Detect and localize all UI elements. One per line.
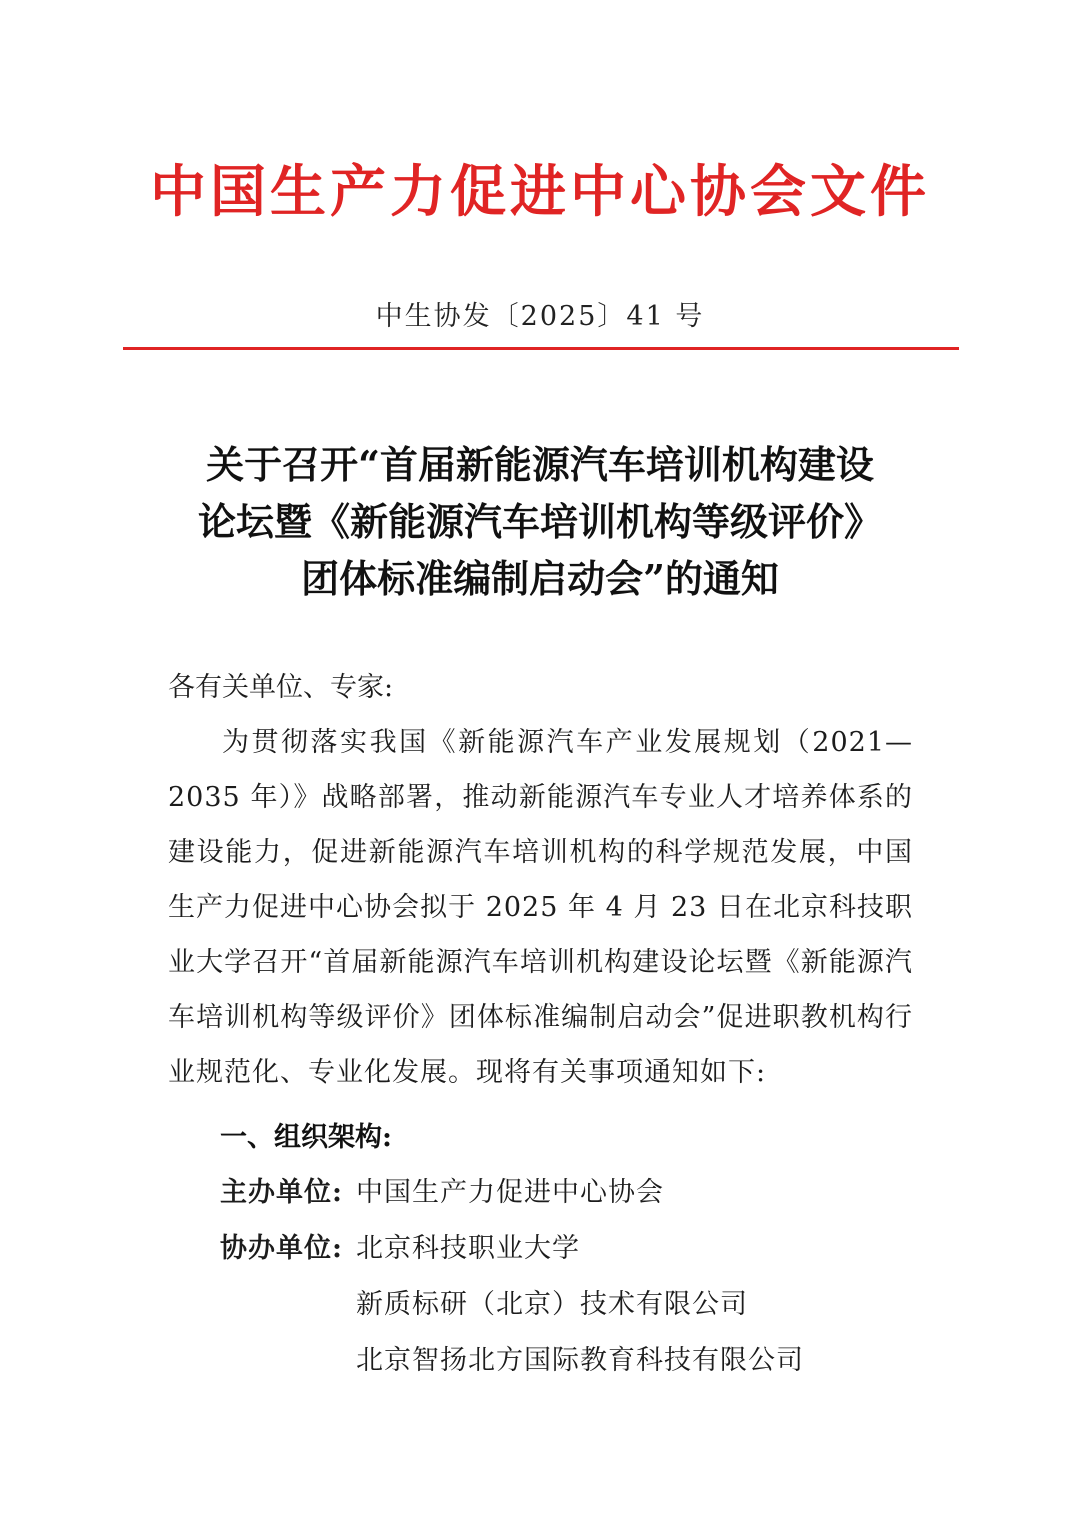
letterhead-title: 中国生产力促进中心协会文件	[150, 159, 930, 225]
host-label: 主办单位:	[220, 1177, 343, 1208]
notice-title-line-1: 关于召开“首届新能源汽车培训机构建设	[206, 442, 874, 487]
section-heading-organization: 一、组织架构:	[220, 1122, 392, 1153]
host-organizer-row	[220, 1168, 664, 1218]
notice-title-line-2: 论坛暨《新能源汽车培训机构等级评价》	[197, 499, 882, 544]
co-organizer-label: 协办单位:	[220, 1233, 343, 1264]
co-organizer-3: 北京智扬北方国际教育科技有限公司	[356, 1345, 804, 1376]
co-organizer-row	[220, 1280, 748, 1330]
co-organizer-row	[220, 1224, 580, 1274]
co-organizer-2: 新质标研（北京）技术有限公司	[356, 1289, 748, 1320]
letterhead-divider	[123, 347, 959, 350]
host-value: 中国生产力促进中心协会	[356, 1177, 664, 1208]
notice-title	[100, 436, 980, 607]
salutation: 各有关单位、专家:	[168, 672, 394, 703]
co-organizer-row	[220, 1336, 804, 1386]
notice-title-line-3: 团体标准编制启动会”的通知	[301, 556, 779, 601]
co-organizer-1: 北京科技职业大学	[356, 1233, 580, 1264]
body-paragraph: 为贯彻落实我国《新能源汽车产业发展规划（2021—2035 年）》战略部署，推动新能源汽车专业人才培养体系的建设能力，促进新能源汽车培训机构的科学规范发展，中国生产力促进中心协会拟于 2025 年 4 月 23 日在北京科技职业大学召开“首届新能源汽车培训机构建设论坛暨《新能源汽车培训机构等级评价》团体标准编制启动会”促进职教机构行业规范化、专业化发展。现将有关事项通知如下:	[168, 727, 913, 1088]
document-number: 中生协发〔2025〕41 号	[375, 301, 705, 332]
